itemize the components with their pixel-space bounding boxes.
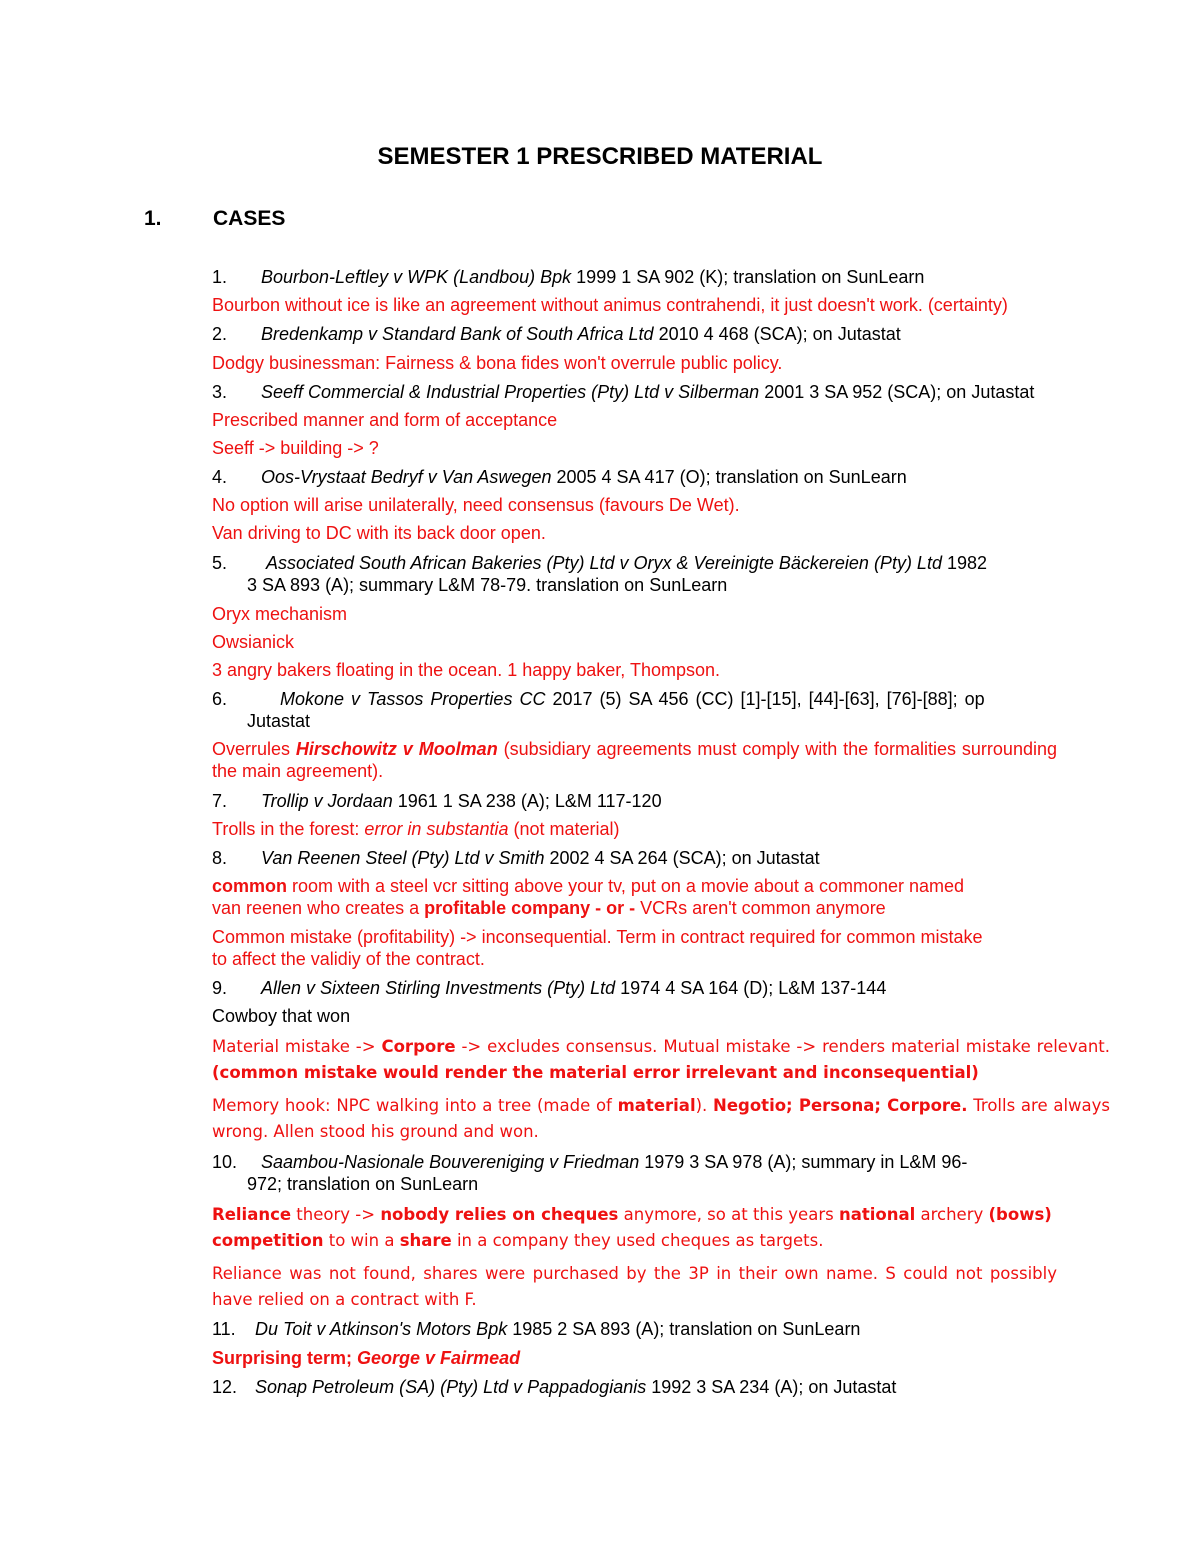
note-10a: Reliance theory -> nobody relies on cheques anymore, so at this years national archery (bows) competition to win a share in a company they used cheques as targets. <box>212 1205 1052 1250</box>
case-name: Van Reenen Steel (Pty) Ltd v Smith <box>261 848 545 868</box>
case-5: 5. Associated South African Bakeries (Pty) Ltd v Oryx & Vereinigte Bäckereien (Pty) Ltd 1982 <box>212 553 988 573</box>
case-12: 12. Sonap Petroleum (SA) (Pty) Ltd v Pappadogianis 1992 3 SA 234 (A); on Jutastat <box>212 1377 897 1397</box>
note-4b: Van driving to DC with its back door open. <box>212 523 546 543</box>
case-name: Hirschowitz v Moolman <box>295 739 498 759</box>
note-8b: Common mistake (profitability) -> inconsequential. Term in contract required for common mistake <box>212 927 983 947</box>
page-title: SEMESTER 1 PRESCRIBED MATERIAL <box>377 143 823 170</box>
case-name: George v Fairmead <box>357 1348 521 1368</box>
case-8: 8. Van Reenen Steel (Pty) Ltd v Smith 2002 4 SA 264 (SCA); on Jutastat <box>212 848 820 868</box>
case-name: Oos-Vrystaat Bedryf v Van Aswegen <box>261 467 552 487</box>
section-label: CASES <box>213 207 286 230</box>
section-number: 1. <box>144 207 162 230</box>
note-1: Bourbon without ice is like an agreement without animus contrahendi, it just doesn't work. (certainty) <box>212 295 1008 315</box>
note-2: Dodgy businessman: Fairness & bona fides won't overrule public policy. <box>212 353 783 373</box>
case-name: Mokone v Tassos Properties CC <box>280 689 546 709</box>
case-name: Associated South African Bakeries (Pty) Ltd v Oryx & Vereinigte Bäckereien (Pty) Ltd <box>266 553 942 573</box>
case-11: 11. Du Toit v Atkinson's Motors Bpk 1985 2 SA 893 (A); translation on SunLearn <box>212 1319 861 1339</box>
case-name: Allen v Sixteen Stirling Investments (Pty) Ltd <box>261 978 616 998</box>
case-name: Seeff Commercial & Industrial Properties (Pty) Ltd v Silberman <box>261 382 760 402</box>
case-1: 1. Bourbon-Leftley v WPK (Landbou) Bpk 1999 1 SA 902 (K); translation on SunLearn <box>212 267 925 287</box>
case-6: 6. Mokone v Tassos Properties CC 2017 (5) SA 456 (CC) [1]-[15], [44]-[63], [76]-[88]; op <box>212 689 985 709</box>
note-8b-cont: to affect the validiy of the contract. <box>212 949 485 969</box>
note-9c: Memory hook: NPC walking into a tree (made of material). Negotio; Persona; Corpore. Trolls are always wrong. Allen stood his ground and won. <box>212 1096 1110 1141</box>
note-11: Surprising term; George v Fairmead <box>212 1348 521 1368</box>
note-7: Trolls in the forest: error in substantia (not material) <box>212 819 620 839</box>
case-3: 3. Seeff Commercial & Industrial Properties (Pty) Ltd v Silberman 2001 3 SA 952 (SCA); on Jutastat <box>212 382 1035 402</box>
note-4a: No option will arise unilaterally, need consensus (favours De Wet). <box>212 495 740 515</box>
note-3a: Prescribed manner and form of acceptance <box>212 410 558 430</box>
case-2: 2. Bredenkamp v Standard Bank of South Africa Ltd 2010 4 468 (SCA); on Jutastat <box>212 324 901 344</box>
note-6: Overrules Hirschowitz v Moolman (subsidiary agreements must comply with the formalities surrounding the main agreement). <box>212 739 1057 781</box>
case-name: Bourbon-Leftley v WPK (Landbou) Bpk <box>261 267 572 287</box>
case-name: Saambou-Nasionale Bouvereniging v Friedman <box>261 1152 640 1172</box>
case-9: 9. Allen v Sixteen Stirling Investments (Pty) Ltd 1974 4 SA 164 (D); L&M 137-144 <box>212 978 887 998</box>
case-name: Trollip v Jordaan <box>261 791 393 811</box>
case-name: Bredenkamp v Standard Bank of South Africa Ltd <box>261 324 654 344</box>
section-heading <box>144 207 162 231</box>
case-10-cont: 972; translation on SunLearn <box>247 1174 479 1194</box>
note-8a-cont: van reenen who creates a profitable company - or - VCRs aren't common anymore <box>212 898 886 918</box>
case-6-cont: Jutastat <box>247 711 311 731</box>
case-name: Du Toit v Atkinson's Motors Bpk <box>255 1319 508 1339</box>
note-5a: Oryx mechanism <box>212 604 348 624</box>
case-7: 7. Trollip v Jordaan 1961 1 SA 238 (A); L&M 117-120 <box>212 791 662 811</box>
note-9b: Material mistake -> Corpore -> excludes consensus. Mutual mistake -> renders material mistake relevant. (common mistake would render the material error irrelevant and inconsequential) <box>212 1037 1111 1082</box>
note-5c: 3 angry bakers floating in the ocean. 1 happy baker, Thompson. <box>212 660 720 680</box>
case-4: 4. Oos-Vrystaat Bedryf v Van Aswegen 2005 4 SA 417 (O); translation on SunLearn <box>212 467 907 487</box>
note-9a: Cowboy that won <box>212 1006 351 1026</box>
case-name: Sonap Petroleum (SA) (Pty) Ltd v Pappadogianis <box>255 1377 647 1397</box>
note-10b: Reliance was not found, shares were purchased by the 3P in their own name. S could not possibly have relied on a contract with F. <box>212 1264 1057 1309</box>
note-8a: common room with a steel vcr sitting above your tv, put on a movie about a commoner named <box>212 876 965 896</box>
note-5b: Owsianick <box>212 632 295 652</box>
note-3b: Seeff -> building -> ? <box>212 438 379 458</box>
case-10: 10. Saambou-Nasionale Bouvereniging v Friedman 1979 3 SA 978 (A); summary in L&M 96- <box>212 1152 968 1172</box>
case-5-cont: 3 SA 893 (A); summary L&M 78-79. translation on SunLearn <box>247 575 728 595</box>
